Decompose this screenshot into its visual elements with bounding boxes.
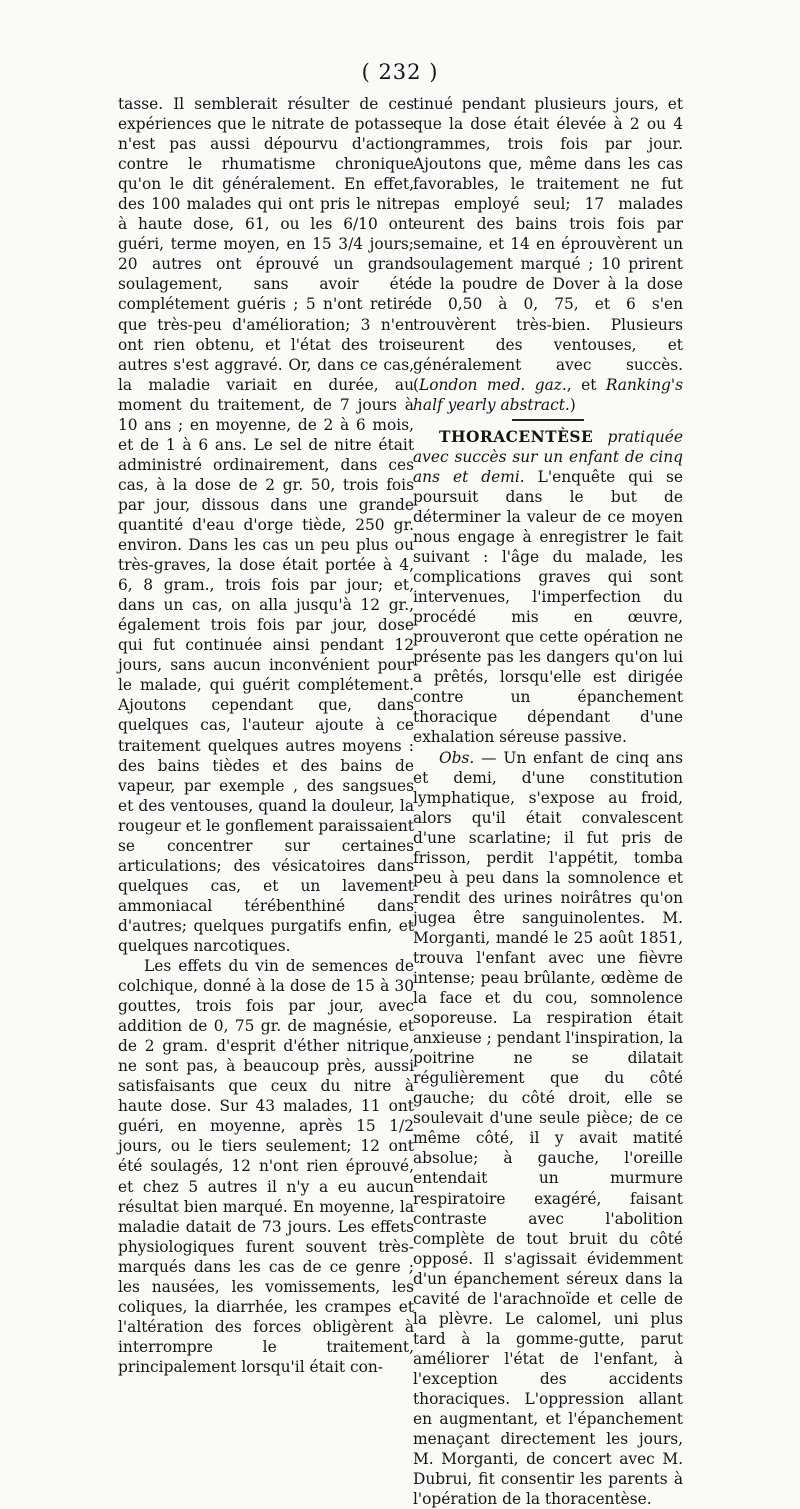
- obs-text: — Un enfant de cinq ans et demi, d'une constitution lymphatique, s'expose au froid, alors qu'il était convalescent d'une scarlatine; il fut pris de frisson, perdit l'appétit, tomba peu à peu dans la somnolence et rendit des urines noirâtres qu'on jugea être sanguinolentes. M. Morganti, mandé le 25 août 1851, trouva l'enfant avec une fièvre intense; peau brûlante, œdème de la face et du cou, somnolence soporeuse. La respiration était anxieuse ; pendant l'inspiration, la poitrine ne se dilatait régulièrement que du côté gauche; du côté droit, elle se soulevait d'une seule pièce; de ce même côté, il y avait matité absolue; à gauche, l'oreille entendait un murmure respiratoire exagéré, faisant contraste avec l'abolition complète de tout bruit du côté opposé. Il s'agissait évidemment d'un épanchement séreux dans la cavité de l'arachnoïde et celle de la plèvre. Le calomel, uni plus tard à la gomme-gutte, parut améliorer l'état de l'enfant, à l'exception des accidents thoraciques. L'oppression allant en augmentant, et l'épanchement menaçant directement les jours, M. Morganti, de concert avec M. Dubrui, fit consentir les parents à l'opération de la thoracentèse.: [413, 749, 683, 1509]
- right-column: [413, 94, 683, 1509]
- citation-open: (: [413, 376, 419, 394]
- paragraph-nitre-results: tasse. Il semblerait résulter de ces expériences que le nitrate de potasse n'est pas aussi dépourvu d'action contre le rhumatisme chronique qu'on le dit généralement. En effet, des 100 malades qui ont pris le nitre à haute dose, 61, ou les 6/10 ont guéri, terme moyen, en 15 3/4 jours; 20 autres ont éprouvé un grand soulagement, sans avoir été complétement guéris ; 5 n'ont retiré que très-peu d'amélioration; 3 n'en ont rien obtenu, et l'état des trois autres s'est aggravé. Or, dans ce cas, la maladie variait en durée, au moment du traitement, de 7 jours à 10 ans ; en moyenne, de 2 à 6 mois, et de 1 à 6 ans. Le sel de nitre était administré ordinairement, dans ces cas, à la dose de 2 gr. 50, trois fois par jour, dissous dans une grande quantité d'eau d'orge tiède, 250 gr. environ. Dans les cas un peu plus ou très-graves, la dose était portée à 4, 6, 8 gram., trois fois par jour; et, dans un cas, on alla jusqu'à 12 gr., également trois fois par jour, dose qui fut continuée ainsi pendant 12 jours, sans aucun inconvénient pour le malade, qui guérit complétement. Ajoutons cependant que, dans quelques cas, l'auteur ajoute à ce traitement quelques autres moyens : des bains tièdes et des bains de vapeur, par exemple , des sangsues et des ventouses, quand la douleur, la rougeur et le gonflement paraissaient se concentrer sur certaines articulations; des vésicatoires dans quelques cas, et un lavement ammoniacal térébenthiné dans d'autres; quelques purgatifs enfin, et quelques narcotiques.: [118, 94, 414, 956]
- section-subtitle: pratiquée avec succès sur un enfant de cinq ans et demi.: [413, 428, 683, 486]
- section-body: L'enquête qui se poursuit dans le but de déterminer la valeur de ce moyen nous engage à enregistrer le fait suivant : l'âge du malade, les complications graves qui sont intervenues, l'imperfection du procédé mis en œuvre, prouveront que cette opération ne présente pas les dangers qu'on lui a prêtés, lorsqu'elle est dirigée contre un épanchement thoracique dépendant d'une exhalation séreuse passive.: [413, 468, 683, 747]
- left-column: [118, 94, 414, 1377]
- section-intro: [413, 427, 683, 748]
- citation-source: London med. gaz.: [419, 376, 567, 394]
- page-number: ( 232 ): [0, 60, 800, 84]
- paragraph-continuation: [413, 94, 683, 415]
- continuation-text: tinué pendant plusieurs jours, et que la dose était élevée à 2 ou 4 grammes, trois fois par jour. Ajoutons que, même dans les cas favorables, le traitement ne fut pas employé seul; 17 malades eurent des bains trois fois par semaine, et 14 en éprouvèrent un soulagement marqué ; 10 prirent de la poudre de Dover à la dose de 0,50 à 0, 75, et 6 s'en trouvèrent très-bien. Plusieurs eurent des ventouses, et généralement avec succès.: [413, 95, 683, 374]
- section-heading: THORACENTÈSE: [439, 428, 593, 446]
- citation-close: ): [570, 396, 576, 414]
- observation-paragraph: [413, 748, 683, 1509]
- section-divider: [512, 419, 584, 421]
- paragraph-colchique: Les effets du vin de semences de colchique, donné à la dose de 15 à 30 gouttes, trois fois par jour, avec addition de 0, 75 gr. de magnésie, et de 2 gram. d'esprit d'éther nitrique, ne sont pas, à beaucoup près, aussi satisfaisants que ceux du nitre à haute dose. Sur 43 malades, 11 ont guéri, en moyenne, après 15 1/2 jours, ou le tiers seulement; 12 ont été soulagés, 12 n'ont rien éprouvé, et chez 5 autres il n'y a eu aucun résultat bien marqué. En moyenne, la maladie datait de 73 jours. Les effets physiologiques furent souvent très-marqués dans les cas de ce genre ; les nausées, les vomissements, les coliques, la diarrhée, les crampes et l'altération des forces obligèrent à interrompre le traitement, principalement lorsqu'il était con-: [118, 956, 414, 1377]
- citation-source-2: Ranking's half yearly abstract.: [413, 376, 683, 414]
- obs-label: Obs.: [439, 749, 474, 767]
- citation-mid: , et: [567, 376, 606, 394]
